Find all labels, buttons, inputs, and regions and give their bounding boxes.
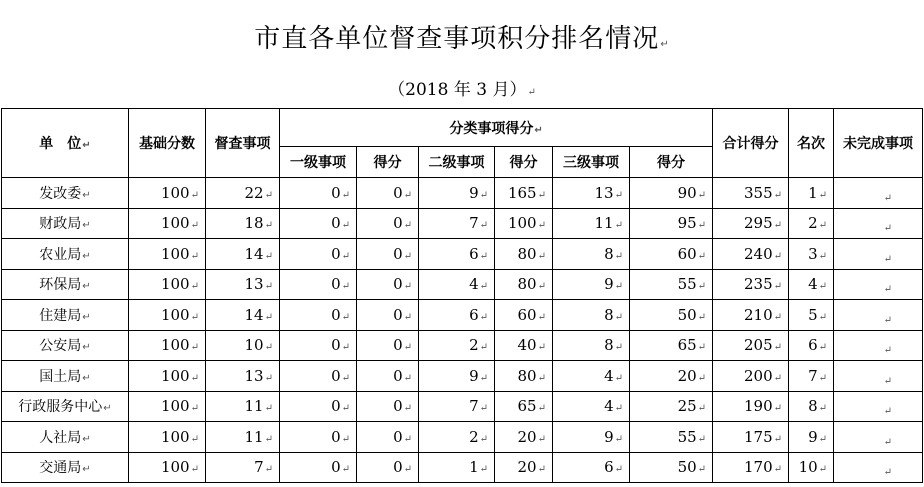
paragraph-mark: ↵ <box>773 372 783 384</box>
cell-l2: 2↵ <box>419 422 495 453</box>
paragraph-mark: ↵ <box>883 436 893 448</box>
cell-l3: 6↵ <box>553 452 630 483</box>
paragraph-mark: ↵ <box>341 403 350 415</box>
cell-rank: 2↵ <box>789 208 834 239</box>
cell-base: 100↵ <box>129 208 206 239</box>
cell-unfinished <box>834 330 923 361</box>
table-body <box>2 178 923 483</box>
paragraph-mark: ↵ <box>614 189 623 201</box>
table-row <box>2 330 923 361</box>
cell-unit: 发改委↵ <box>2 178 129 209</box>
paragraph-mark: ↵ <box>697 464 707 476</box>
header-level1: 一级事项 <box>280 147 357 178</box>
cell-rank: 8↵ <box>789 391 834 422</box>
cell-l1: 0↵ <box>280 269 357 300</box>
table-row <box>2 208 923 239</box>
header-unit: 单 位↵ <box>2 109 129 178</box>
paragraph-mark: ↵ <box>264 189 273 201</box>
paragraph-mark: ↵ <box>660 39 670 50</box>
paragraph-mark: ↵ <box>403 189 412 201</box>
paragraph-mark: ↵ <box>773 433 783 445</box>
paragraph-mark: ↵ <box>82 281 91 293</box>
cell-total: 205↵ <box>713 330 789 361</box>
paragraph-mark: ↵ <box>264 433 273 445</box>
paragraph-mark: ↵ <box>479 342 488 354</box>
paragraph-mark: ↵ <box>883 314 893 326</box>
paragraph-mark: ↵ <box>537 311 546 323</box>
cell-items: 11↵ <box>206 391 280 422</box>
table-row <box>2 178 923 209</box>
cell-base: 100↵ <box>129 452 206 483</box>
paragraph-mark: ↵ <box>403 250 412 262</box>
paragraph-mark: ↵ <box>773 342 783 354</box>
paragraph-mark: ↵ <box>264 403 273 415</box>
paragraph-mark: ↵ <box>82 220 91 232</box>
cell-s3: 65↵ <box>630 330 713 361</box>
table-row <box>2 300 923 331</box>
cell-l2: 2↵ <box>419 330 495 361</box>
paragraph-mark: ↵ <box>614 464 623 476</box>
paragraph-mark: ↵ <box>614 250 623 262</box>
paragraph-mark: ↵ <box>818 433 828 445</box>
cell-base: 100↵ <box>129 330 206 361</box>
paragraph-mark: ↵ <box>697 403 707 415</box>
cell-unfinished <box>834 178 923 209</box>
cell-l1: 0↵ <box>280 452 357 483</box>
cell-l1: 0↵ <box>280 422 357 453</box>
paragraph-mark: ↵ <box>537 433 546 445</box>
cell-rank: 3↵ <box>789 239 834 270</box>
cell-l1: 0↵ <box>280 178 357 209</box>
cell-rank: 9↵ <box>789 422 834 453</box>
cell-total: 200↵ <box>713 361 789 392</box>
paragraph-mark: ↵ <box>614 281 623 293</box>
header-category-group: 分类事项得分↵ <box>280 109 713 147</box>
paragraph-mark: ↵ <box>773 250 783 262</box>
score-ranking-table <box>1 108 923 483</box>
paragraph-mark: ↵ <box>479 220 488 232</box>
paragraph-mark: ↵ <box>773 281 783 293</box>
cell-s1: 0↵ <box>357 208 419 239</box>
cell-s1: 0↵ <box>357 391 419 422</box>
paragraph-mark: ↵ <box>403 342 412 354</box>
cell-unfinished <box>834 208 923 239</box>
paragraph-mark: ↵ <box>403 281 412 293</box>
cell-total: 240↵ <box>713 239 789 270</box>
cell-s2: 65↵ <box>495 391 553 422</box>
cell-unfinished <box>834 452 923 483</box>
paragraph-mark: ↵ <box>190 220 199 232</box>
page-title: 市直各单位督查事项积分排名情况↵ <box>254 24 670 54</box>
cell-s1: 0↵ <box>357 239 419 270</box>
paragraph-mark: ↵ <box>773 464 783 476</box>
paragraph-mark: ↵ <box>537 189 546 201</box>
paragraph-mark: ↵ <box>264 342 273 354</box>
paragraph-mark: ↵ <box>697 372 707 384</box>
cell-l3: 9↵ <box>553 422 630 453</box>
cell-unfinished <box>834 422 923 453</box>
cell-l1: 0↵ <box>280 239 357 270</box>
paragraph-mark: ↵ <box>190 433 199 445</box>
cell-s2: 40↵ <box>495 330 553 361</box>
paragraph-mark: ↵ <box>818 464 828 476</box>
table-row <box>2 452 923 483</box>
paragraph-mark: ↵ <box>82 189 91 201</box>
paragraph-mark: ↵ <box>883 375 893 387</box>
cell-total: 190↵ <box>713 391 789 422</box>
cell-items: 11↵ <box>206 422 280 453</box>
paragraph-mark: ↵ <box>403 403 412 415</box>
cell-items: 14↵ <box>206 239 280 270</box>
paragraph-mark: ↵ <box>190 189 199 201</box>
paragraph-mark: ↵ <box>537 342 546 354</box>
cell-s3: 25↵ <box>630 391 713 422</box>
paragraph-mark: ↵ <box>264 281 273 293</box>
header-unfinished: 未完成事项 <box>834 109 923 178</box>
cell-unit: 环保局↵ <box>2 269 129 300</box>
cell-rank: 7↵ <box>789 361 834 392</box>
header-items: 督查事项 <box>206 109 280 178</box>
cell-s3: 95↵ <box>630 208 713 239</box>
paragraph-mark: ↵ <box>82 311 91 323</box>
cell-base: 100↵ <box>129 239 206 270</box>
page-subtitle: （2018 年 3 月）↵ <box>388 80 536 100</box>
paragraph-mark: ↵ <box>403 311 412 323</box>
cell-l3: 8↵ <box>553 300 630 331</box>
paragraph-mark: ↵ <box>614 220 623 232</box>
paragraph-mark: ↵ <box>479 464 488 476</box>
paragraph-mark: ↵ <box>883 192 893 204</box>
cell-s3: 20↵ <box>630 361 713 392</box>
cell-items: 10↵ <box>206 330 280 361</box>
cell-unit: 国土局↵ <box>2 361 129 392</box>
cell-items: 13↵ <box>206 361 280 392</box>
cell-unit: 农业局↵ <box>2 239 129 270</box>
table-row <box>2 361 923 392</box>
cell-l2: 1↵ <box>419 452 495 483</box>
paragraph-mark: ↵ <box>883 406 893 417</box>
paragraph-mark: ↵ <box>773 403 783 415</box>
header-level3: 三级事项 <box>553 147 630 178</box>
paragraph-mark: ↵ <box>341 250 350 262</box>
cell-unfinished <box>834 239 923 270</box>
cell-s2: 80↵ <box>495 269 553 300</box>
paragraph-mark: ↵ <box>697 342 707 354</box>
cell-s1: 0↵ <box>357 300 419 331</box>
paragraph-mark: ↵ <box>697 220 707 232</box>
header-score2: 得分 <box>495 147 553 178</box>
table-row <box>2 391 923 422</box>
paragraph-mark: ↵ <box>341 433 350 445</box>
cell-base: 100↵ <box>129 269 206 300</box>
paragraph-mark: ↵ <box>82 433 91 445</box>
cell-s1: 0↵ <box>357 269 419 300</box>
cell-s3: 50↵ <box>630 452 713 483</box>
paragraph-mark: ↵ <box>479 311 488 323</box>
paragraph-mark: ↵ <box>82 250 91 262</box>
paragraph-mark: ↵ <box>773 311 783 323</box>
paragraph-mark: ↵ <box>479 281 488 293</box>
paragraph-mark: ↵ <box>264 311 273 323</box>
paragraph-mark: ↵ <box>403 372 412 384</box>
paragraph-mark: ↵ <box>818 189 828 201</box>
cell-l3: 13↵ <box>553 178 630 209</box>
cell-items: 7↵ <box>206 452 280 483</box>
cell-unfinished <box>834 300 923 331</box>
paragraph-mark: ↵ <box>883 253 893 265</box>
cell-unit: 交通局↵ <box>2 452 129 483</box>
cell-base: 100↵ <box>129 300 206 331</box>
cell-s2: 60↵ <box>495 300 553 331</box>
paragraph-mark: ↵ <box>82 372 91 384</box>
paragraph-mark: ↵ <box>697 281 707 293</box>
cell-s2: 80↵ <box>495 239 553 270</box>
cell-total: 170↵ <box>713 452 789 483</box>
header-base-score: 基础分数 <box>129 109 206 178</box>
table-row <box>2 422 923 453</box>
paragraph-mark: ↵ <box>479 372 488 384</box>
cell-base: 100↵ <box>129 422 206 453</box>
paragraph-mark: ↵ <box>537 220 546 232</box>
paragraph-mark: ↵ <box>883 467 893 478</box>
paragraph-mark: ↵ <box>883 284 893 295</box>
paragraph-mark: ↵ <box>190 403 199 415</box>
cell-items: 18↵ <box>206 208 280 239</box>
cell-s2: 165↵ <box>495 178 553 209</box>
paragraph-mark: ↵ <box>614 372 623 384</box>
cell-unit: 财政局↵ <box>2 208 129 239</box>
paragraph-mark: ↵ <box>818 403 828 415</box>
paragraph-mark: ↵ <box>537 403 546 415</box>
paragraph-mark: ↵ <box>614 342 623 354</box>
cell-s3: 50↵ <box>630 300 713 331</box>
cell-unit: 行政服务中心↵ <box>2 391 129 422</box>
cell-l2: 6↵ <box>419 300 495 331</box>
paragraph-mark: ↵ <box>190 250 199 262</box>
paragraph-mark: ↵ <box>818 372 828 384</box>
paragraph-mark: ↵ <box>818 311 828 323</box>
paragraph-mark: ↵ <box>403 464 412 476</box>
cell-s3: 60↵ <box>630 239 713 270</box>
paragraph-mark: ↵ <box>479 403 488 415</box>
paragraph-mark: ↵ <box>341 372 350 384</box>
paragraph-mark: ↵ <box>697 433 707 445</box>
paragraph-mark: ↵ <box>537 464 546 476</box>
cell-s1: 0↵ <box>357 452 419 483</box>
cell-unit: 人社局↵ <box>2 422 129 453</box>
paragraph-mark: ↵ <box>883 223 893 234</box>
paragraph-mark: ↵ <box>614 403 623 415</box>
cell-s1: 0↵ <box>357 422 419 453</box>
paragraph-mark: ↵ <box>190 281 199 293</box>
paragraph-mark: ↵ <box>697 250 707 262</box>
paragraph-mark: ↵ <box>341 464 350 476</box>
paragraph-mark: ↵ <box>341 189 350 201</box>
paragraph-mark: ↵ <box>190 464 199 476</box>
cell-total: 210↵ <box>713 300 789 331</box>
table-row <box>2 239 923 270</box>
paragraph-mark: ↵ <box>264 220 273 232</box>
paragraph-mark: ↵ <box>818 342 828 354</box>
cell-total: 175↵ <box>713 422 789 453</box>
paragraph-mark: ↵ <box>537 281 546 293</box>
paragraph-mark: ↵ <box>479 433 488 445</box>
cell-base: 100↵ <box>129 391 206 422</box>
paragraph-mark: ↵ <box>190 311 199 323</box>
table-row <box>2 269 923 300</box>
cell-s2: 20↵ <box>495 452 553 483</box>
cell-rank: 5↵ <box>789 300 834 331</box>
cell-rank: 1↵ <box>789 178 834 209</box>
paragraph-mark: ↵ <box>190 342 199 354</box>
cell-s2: 20↵ <box>495 422 553 453</box>
paragraph-mark: ↵ <box>537 372 546 384</box>
paragraph-mark: ↵ <box>82 342 91 354</box>
paragraph-mark: ↵ <box>103 403 112 415</box>
cell-s3: 90↵ <box>630 178 713 209</box>
cell-l1: 0↵ <box>280 330 357 361</box>
paragraph-mark: ↵ <box>479 250 488 262</box>
cell-l3: 8↵ <box>553 239 630 270</box>
paragraph-mark: ↵ <box>403 220 412 232</box>
cell-l2: 4↵ <box>419 269 495 300</box>
paragraph-mark: ↵ <box>341 281 350 293</box>
cell-unit: 住建局↵ <box>2 300 129 331</box>
cell-s1: 0↵ <box>357 330 419 361</box>
cell-s2: 80↵ <box>495 361 553 392</box>
paragraph-mark: ↵ <box>614 433 623 445</box>
paragraph-mark: ↵ <box>341 311 350 323</box>
header-total: 合计得分 <box>713 109 789 178</box>
cell-items: 14↵ <box>206 300 280 331</box>
paragraph-mark: ↵ <box>818 220 828 232</box>
cell-unfinished <box>834 361 923 392</box>
cell-s3: 55↵ <box>630 422 713 453</box>
paragraph-mark: ↵ <box>82 464 91 476</box>
paragraph-mark: ↵ <box>697 311 707 323</box>
cell-l2: 9↵ <box>419 361 495 392</box>
cell-unfinished <box>834 391 923 422</box>
cell-unit: 公安局↵ <box>2 330 129 361</box>
header-score3: 得分 <box>630 147 713 178</box>
cell-l3: 4↵ <box>553 361 630 392</box>
cell-l3: 4↵ <box>553 391 630 422</box>
paragraph-mark: ↵ <box>527 87 536 98</box>
cell-l3: 11↵ <box>553 208 630 239</box>
cell-base: 100↵ <box>129 178 206 209</box>
paragraph-mark: ↵ <box>614 311 623 323</box>
paragraph-mark: ↵ <box>697 189 707 201</box>
cell-total: 355↵ <box>713 178 789 209</box>
paragraph-mark: ↵ <box>773 189 783 201</box>
cell-s3: 55↵ <box>630 269 713 300</box>
paragraph-mark: ↵ <box>883 345 893 356</box>
cell-l2: 7↵ <box>419 208 495 239</box>
cell-rank: 6↵ <box>789 330 834 361</box>
paragraph-mark: ↵ <box>818 281 828 293</box>
cell-rank: 4↵ <box>789 269 834 300</box>
header-rank: 名次 <box>789 109 834 178</box>
paragraph-mark: ↵ <box>264 250 273 262</box>
cell-s1: 0↵ <box>357 178 419 209</box>
cell-s2: 100↵ <box>495 208 553 239</box>
paragraph-mark: ↵ <box>773 220 783 232</box>
paragraph-mark: ↵ <box>190 372 199 384</box>
cell-total: 235↵ <box>713 269 789 300</box>
cell-base: 100↵ <box>129 361 206 392</box>
cell-l2: 9↵ <box>419 178 495 209</box>
cell-l3: 8↵ <box>553 330 630 361</box>
cell-l1: 0↵ <box>280 391 357 422</box>
cell-l3: 9↵ <box>553 269 630 300</box>
header-row-top <box>2 109 923 147</box>
cell-l2: 6↵ <box>419 239 495 270</box>
paragraph-mark: ↵ <box>264 464 273 476</box>
paragraph-mark: ↵ <box>341 342 350 354</box>
paragraph-mark: ↵ <box>264 372 273 384</box>
cell-unfinished <box>834 269 923 300</box>
header-level2: 二级事项 <box>419 147 495 178</box>
cell-l2: 7↵ <box>419 391 495 422</box>
paragraph-mark: ↵ <box>341 220 350 232</box>
header-score1: 得分 <box>357 147 419 178</box>
cell-rank: 10↵ <box>789 452 834 483</box>
cell-l1: 0↵ <box>280 208 357 239</box>
cell-total: 295↵ <box>713 208 789 239</box>
paragraph-mark: ↵ <box>537 250 546 262</box>
cell-l1: 0↵ <box>280 361 357 392</box>
paragraph-mark: ↵ <box>403 433 412 445</box>
paragraph-mark: ↵ <box>818 250 828 262</box>
cell-items: 22↵ <box>206 178 280 209</box>
cell-s1: 0↵ <box>357 361 419 392</box>
cell-items: 13↵ <box>206 269 280 300</box>
cell-l1: 0↵ <box>280 300 357 331</box>
paragraph-mark: ↵ <box>479 189 488 201</box>
